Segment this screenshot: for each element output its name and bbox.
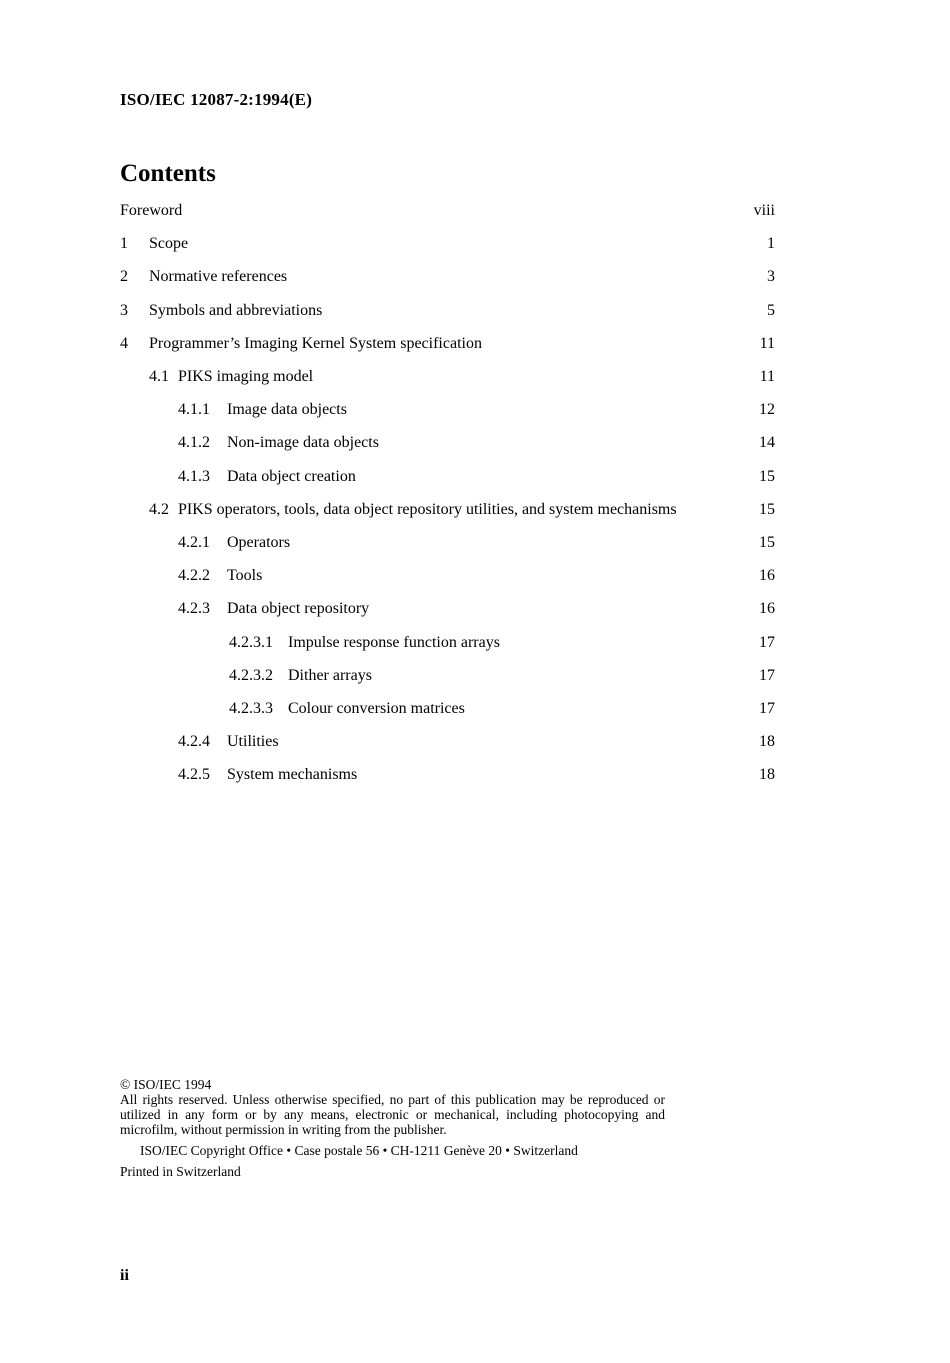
toc-entry-title: Impulse response function arrays — [288, 633, 500, 651]
toc-entry-page: 17 — [759, 633, 775, 651]
toc-entry — [0, 664, 950, 688]
toc-entry-page: 11 — [759, 368, 775, 385]
toc-entry-page: viii — [753, 202, 775, 219]
toc-entry-page: 1 — [767, 235, 775, 253]
copyright-office-address: ISO/IEC Copyright Office • Case postale 56 • CH-1211 Genève 20 • Switzerland — [140, 1143, 578, 1158]
toc-entry — [0, 697, 950, 721]
toc-entry — [0, 597, 950, 621]
toc-entry-page: 11 — [759, 334, 775, 352]
toc-entry-title: Foreword — [120, 202, 183, 219]
toc-entry — [0, 498, 950, 522]
contents-heading: Contents — [120, 160, 216, 187]
toc-entry — [0, 332, 950, 356]
toc-entry — [0, 232, 950, 256]
page-number: ii — [120, 1267, 129, 1284]
toc-entry — [0, 398, 950, 422]
toc-entry-page: 3 — [767, 268, 775, 286]
toc-entry-page: 16 — [759, 567, 775, 585]
toc-entry — [0, 564, 950, 588]
copyright-line: © ISO/IEC 1994 — [120, 1077, 212, 1092]
toc-entry-number: 3 — [120, 301, 128, 319]
toc-entry — [0, 431, 950, 455]
toc-entry-number: 4.2.1 — [178, 534, 210, 551]
toc-entry-number: 4.2.3.3 — [229, 700, 273, 717]
toc-entry-number: 4.1 — [149, 368, 169, 385]
toc-entry-title: Symbols and abbreviations — [149, 301, 323, 319]
toc-entry-page: 17 — [759, 666, 775, 684]
toc-entry-page: 15 — [759, 467, 775, 485]
toc-entry-title: Dither arrays — [288, 666, 372, 684]
toc-entry-number: 4.2.3 — [178, 600, 210, 618]
toc-entry-number: 1 — [120, 235, 128, 253]
toc-entry — [0, 531, 950, 555]
toc-entry-number: 4 — [120, 334, 128, 352]
toc-entry-number: 4.1.1 — [178, 401, 210, 419]
toc-entry-number: 2 — [120, 268, 128, 286]
toc-entry — [0, 199, 950, 223]
toc-entry-title: Normative references — [149, 268, 288, 286]
toc-entry-title: PIKS operators, tools, data object repository utilities, and system mechanisms — [178, 500, 677, 518]
toc-entry-number: 4.2.4 — [178, 733, 210, 751]
toc-entry-title: PIKS imaging model — [178, 368, 314, 385]
toc-entry-title: Programmer’s Imaging Kernel System specification — [149, 334, 482, 352]
toc-entry-number: 4.2.3.2 — [229, 666, 273, 684]
toc-entry-number: 4.1.3 — [178, 467, 210, 485]
toc-entry-number: 4.2 — [149, 500, 169, 518]
toc-entry-number: 4.2.3.1 — [229, 633, 273, 651]
toc-entry — [0, 465, 950, 489]
toc-entry-number: 4.1.2 — [178, 434, 210, 452]
toc-entry-page: 18 — [759, 766, 775, 784]
toc-entry-page: 15 — [759, 500, 775, 518]
toc-entry-page: 17 — [759, 700, 775, 717]
toc-entry-title: Operators — [227, 534, 291, 551]
toc-entry-title: Non-image data objects — [227, 434, 379, 452]
toc-entry — [0, 299, 950, 323]
toc-entry-title: Image data objects — [227, 401, 347, 419]
toc-entry-page: 18 — [759, 733, 775, 751]
toc-entry-title: Colour conversion matrices — [288, 700, 465, 717]
toc-entry — [0, 763, 950, 787]
toc-entry-page: 15 — [759, 534, 775, 551]
toc-entry-title: Data object creation — [227, 467, 356, 485]
toc-entry-title: Utilities — [227, 733, 279, 751]
toc-entry-title: Scope — [149, 235, 189, 253]
toc-entry-page: 12 — [759, 401, 775, 419]
rights-statement: All rights reserved. Unless otherwise specified, no part of this publication may be reproduced or utilized in any form or by any means, electronic or mechanical, including photocopying and microfilm, without permission in writing from the publisher. — [120, 1092, 665, 1137]
toc-entry-page: 16 — [759, 600, 775, 618]
toc-entry-number: 4.2.2 — [178, 567, 210, 585]
toc-entry-page: 5 — [767, 301, 775, 319]
toc-entry-title: System mechanisms — [227, 766, 358, 784]
document-id: ISO/IEC 12087-2:1994(E) — [120, 90, 313, 109]
toc-entry — [0, 265, 950, 289]
toc-entry-title: Data object repository — [227, 600, 370, 618]
copyright-notice — [120, 1077, 665, 1179]
toc-entry — [0, 365, 950, 389]
toc-entry-number: 4.2.5 — [178, 766, 210, 784]
toc-entry-page: 14 — [759, 434, 775, 452]
printed-location: Printed in Switzerland — [120, 1164, 241, 1179]
toc-entry-title: Tools — [227, 567, 263, 585]
toc-entry — [0, 730, 950, 754]
toc-entry — [0, 631, 950, 655]
